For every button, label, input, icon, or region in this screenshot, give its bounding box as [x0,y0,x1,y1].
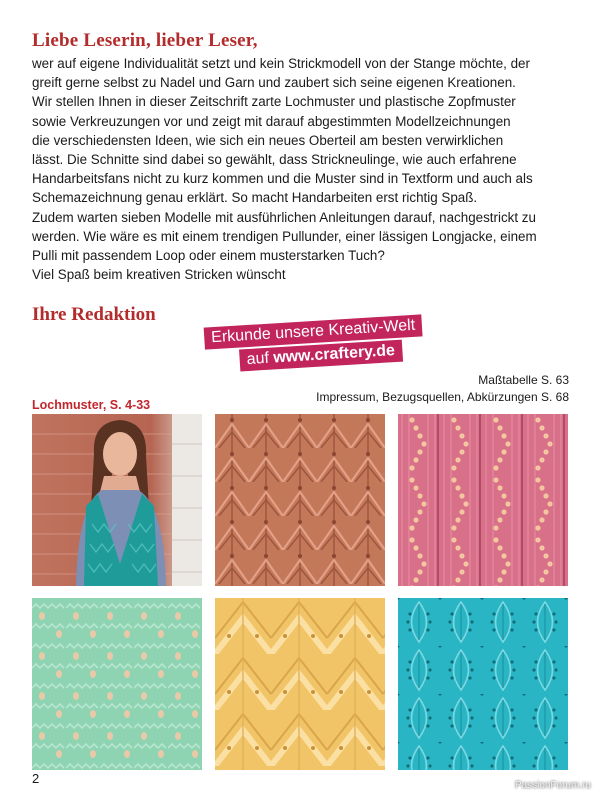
intro-line: greift gerne selbst zu Nadel und Garn und zaubert sich seine eigenen Kreationen. [32,75,516,91]
toc-list [316,372,569,406]
watermark: PassionForum.ru [514,780,591,791]
intro-line: Wir stellen Ihnen in dieser Zeitschrift zarte Lochmuster und plastische Zopfmuster [32,94,516,110]
swatch-mint-illustration [32,598,202,770]
intro-line: die verschiedensten Ideen, wie sich ein neues Oberteil am besten verwirklichen [32,132,504,148]
swatch-yellow-illustration [215,598,385,770]
swatch-mint [32,598,202,770]
greeting-heading: Liebe Leserin, lieber Leser, [32,30,258,51]
intro-text [32,54,577,284]
intro-line: Viel Spaß beim kreativen Stricken wünscht [32,267,286,283]
page-number: 2 [32,771,40,786]
craftery-link[interactable]: www.craftery.de [272,342,396,367]
intro-line: Handarbeitsfans nicht zu kurz kommen und die Muster sind in Textform und auch als [32,171,533,187]
model-photo [32,414,202,586]
intro-line: Schemazeichnung genau erklärt. So macht Handarbeiten erst richtig Spaß. [32,190,478,206]
swatch-turquoise-illustration [398,598,568,770]
intro-line: werden. Wie wäre es mit einem trendigen Pullunder, einer lässigen Longjacke, einem [32,228,537,244]
banner-prefix: auf [246,349,274,369]
intro-line: Pulli mit passendem Loop oder einem musterstarken Tuch? [32,248,385,264]
swatch-yellow [215,598,385,770]
toc-item-impressum[interactable]: Impressum, Bezugsquellen, Abkürzungen S. 68 [316,390,569,404]
swatch-pink [398,414,568,586]
signoff-heading: Ihre Redaktion [32,304,156,325]
intro-line: sowie Verkreuzungen vor und zeigt mit darauf abgestimmten Modellzeichnungen [32,113,511,129]
toc-item-masstabelle[interactable]: Maßtabelle S. 63 [478,373,569,387]
intro-line: Zudem warten sieben Modelle mit ausführlichen Anleitungen darauf, nachgestrickt zu [32,209,536,225]
model-photo-illustration [32,414,202,586]
section-label-lochmuster: Lochmuster, S. 4-33 [32,398,151,412]
intro-line: lässt. Die Schnitte sind dabei so gewählt, dass Strickneulinge, wie auch erfahrene [32,152,517,168]
intro-line: wer auf eigene Individualität setzt und kein Strickmodell von der Stange möchte, der [32,56,530,71]
banner-line-1: Erkunde unsere Kreativ-Welt [204,314,423,349]
craftery-banner[interactable] [204,310,457,381]
swatch-turquoise [398,598,568,770]
swatch-pink-illustration [398,414,568,586]
swatch-terracotta [215,414,385,586]
swatch-terracotta-illustration [215,414,385,586]
